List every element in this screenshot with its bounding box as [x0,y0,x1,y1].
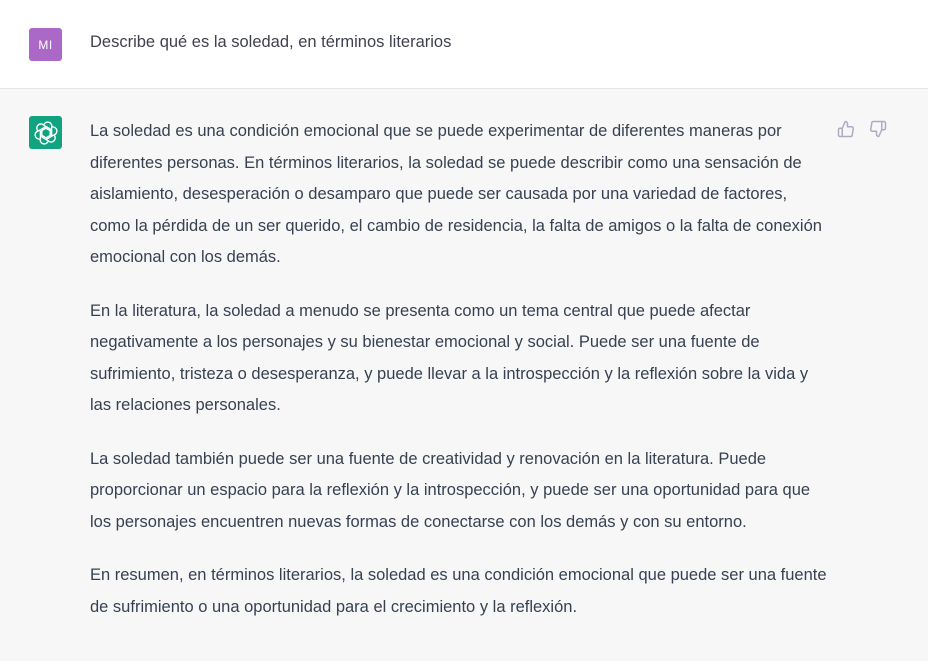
assistant-paragraph: En la literatura, la soledad a menudo se presenta como un tema central que puede afectar negativamente a los personajes y su bienestar emocional y social. Puede ser una fuente de sufrimiento, tristeza o desesperanza, y puede llevar a la introspección y la reflexión sobre la vida y las relaciones personales. [90,301,809,414]
thumbs-down-icon [869,120,887,138]
user-message-row [0,0,928,89]
assistant-paragraph: La soledad es una condición emocional que se puede experimentar de diferentes maneras por diferentes personas. En términos literarios, la soledad se puede describir como una sensación de aislamiento, desesperación o desamparo que puede ser causada por una variedad de factores, como la pérdida de un ser querido, el cambio de residencia, la falta de amigos o la falta de conexión emocional con los demás. [90,122,822,266]
assistant-message-text [90,116,828,645]
assistant-avatar [29,116,62,149]
user-message-text: Describe qué es la soledad, en términos literarios [90,33,452,51]
thumbs-up-icon [837,120,855,138]
openai-logo-icon [34,121,58,145]
assistant-paragraph: En resumen, en términos literarios, la soledad es una condición emocional que puede ser una fuente de sufrimiento o una oportunidad para el crecimiento y la reflexión. [90,566,827,616]
feedback-buttons [836,119,888,139]
thumbs-up-button[interactable] [836,119,856,139]
assistant-paragraph: La soledad también puede ser una fuente de creatividad y renovación en la literatura. Puede proporcionar un espacio para la reflexión y la introspección, y puede ser una oportunidad para que los personajes encuentren nuevas formas de conectarse con los demás y con su entorno. [90,449,811,531]
thumbs-down-button[interactable] [868,119,888,139]
assistant-message-row [0,89,928,661]
user-avatar: MI [29,28,62,61]
